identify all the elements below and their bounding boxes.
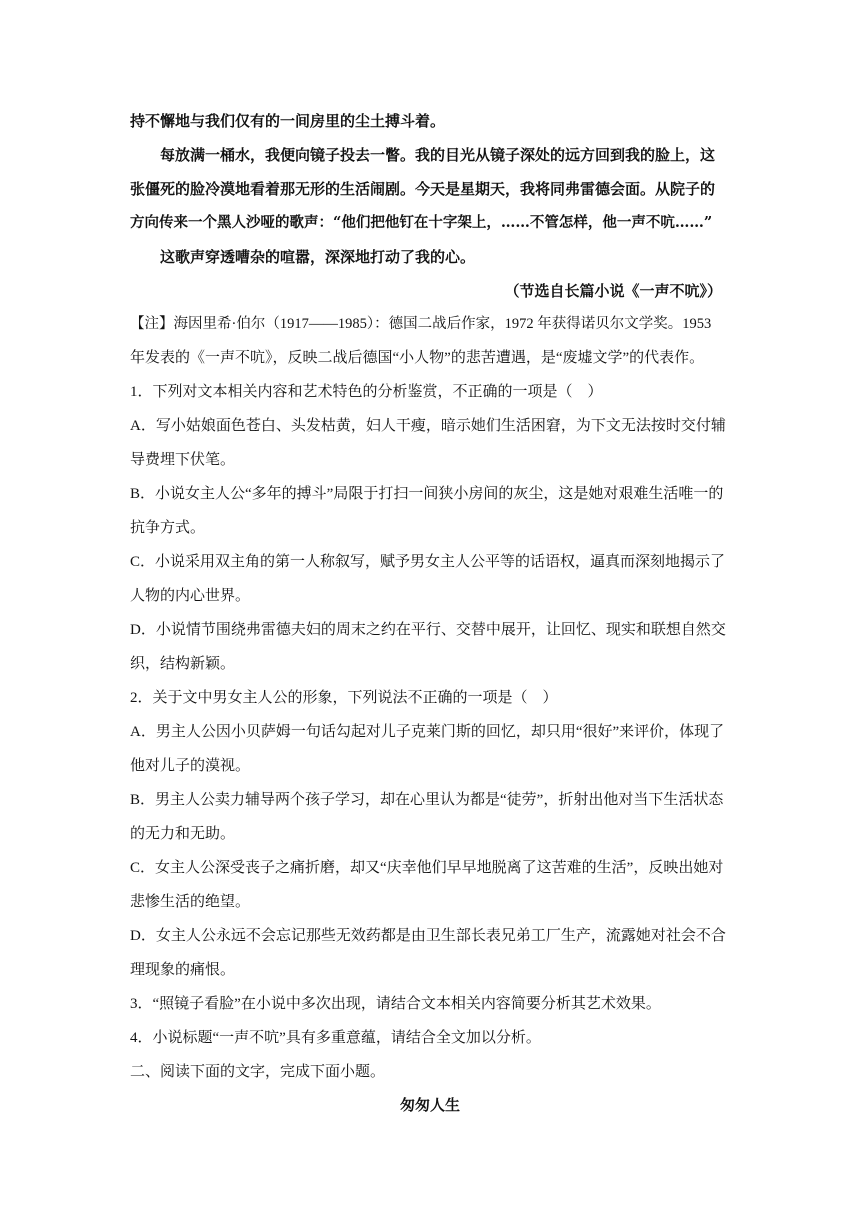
excerpt-paragraph-line: 这歌声穿透嘈杂的喧嚣，深深地打动了我的心。	[160, 248, 476, 266]
question-4: 4．小说标题“一声不吭”具有多重意蕴，请结合全文加以分析。	[130, 1030, 541, 1046]
note-line: 年发表的《一声不吭》，反映二战后德国“小人物”的悲苦遭遇，是“废墟文学”的代表作。	[130, 350, 705, 366]
question-3: 3．“照镜子看脸”在小说中多次出现，请结合文本相关内容简要分析其艺术效果。	[130, 996, 661, 1012]
excerpt-paragraph-line: 张僵死的脸冷漠地看着那无形的生活闹剧。今天是星期天，我将同弗雷德会面。从院子的	[130, 180, 716, 198]
question-1: 1．下列对文本相关内容和艺术特色的分析鉴赏，不正确的一项是（ ）	[130, 384, 603, 400]
question-1-option-a: A．写小姑娘面色苍白、头发枯黄，妇人干瘦，暗示她们生活困窘，为下文无法按时交付辅	[130, 418, 726, 434]
question-1-option-c-cont: 人物的内心世界。	[130, 588, 251, 604]
question-2-option-a: A．男主人公因小贝萨姆一句话勾起对儿子克莱门斯的回忆，却只用“很好”来评价，体现了	[130, 724, 725, 740]
excerpt-line: 持不懈地与我们仅有的一间房里的尘土搏斗着。	[130, 112, 446, 130]
section-2-title: 匆匆人生	[399, 1096, 460, 1114]
excerpt-source: （节选自长篇小说《一声不吭》）	[504, 282, 722, 300]
question-2-option-c: C．女主人公深受丧子之痛折磨，却又“庆幸他们早早地脱离了这苦难的生活”，反映出她对	[130, 860, 724, 876]
question-1-option-b-cont: 抗争方式。	[130, 520, 206, 536]
question-1-option-c: C．小说采用双主角的第一人称叙写，赋予男女主人公平等的话语权，逼真而深刻地揭示了	[130, 554, 726, 570]
question-2-option-c-cont: 悲惨生活的绝望。	[130, 894, 251, 910]
section-2-instructions: 二、阅读下面的文字，完成下面小题。	[130, 1064, 386, 1080]
question-1-option-d-cont: 织，结构新颖。	[130, 656, 236, 672]
excerpt-paragraph-line: 每放满一桶水，我便向镜子投去一瞥。我的目光从镜子深处的远方回到我的脸上，这	[160, 146, 716, 164]
note-line: 【注】海因里希·伯尔（1917——1985）：德国二战后作家，1972 年获得诺贝尔文学奖。1953	[130, 316, 712, 332]
excerpt-paragraph-line: 方向传来一个黑人沙哑的歌声：“他们把他钉在十字架上，……不管怎样，他一声不吭……”	[130, 214, 713, 231]
question-2-option-d-cont: 理现象的痛恨。	[130, 962, 236, 978]
question-2: 2．关于文中男女主人公的形象，下列说法不正确的一项是（ ）	[130, 690, 558, 706]
question-1-option-b: B．小说女主人公“多年的搏斗”局限于打扫一间狭小房间的灰尘，这是她对艰难生活唯一的	[130, 486, 724, 502]
question-2-option-d: D．女主人公永远不会忘记那些无效药都是由卫生部长表兄弟工厂生产，流露她对社会不合	[130, 928, 726, 944]
question-2-option-b: B．男主人公卖力辅导两个孩子学习，却在心里认为都是“徒劳”，折射出他对当下生活状态	[130, 792, 724, 808]
question-1-option-d: D．小说情节围绕弗雷德夫妇的周末之约在平行、交替中展开，让回忆、现实和联想自然交	[130, 622, 726, 638]
question-2-option-a-cont: 他对儿子的漠视。	[130, 758, 251, 774]
question-1-option-a-cont: 导费埋下伏笔。	[130, 452, 236, 468]
question-2-option-b-cont: 的无力和无助。	[130, 826, 236, 842]
